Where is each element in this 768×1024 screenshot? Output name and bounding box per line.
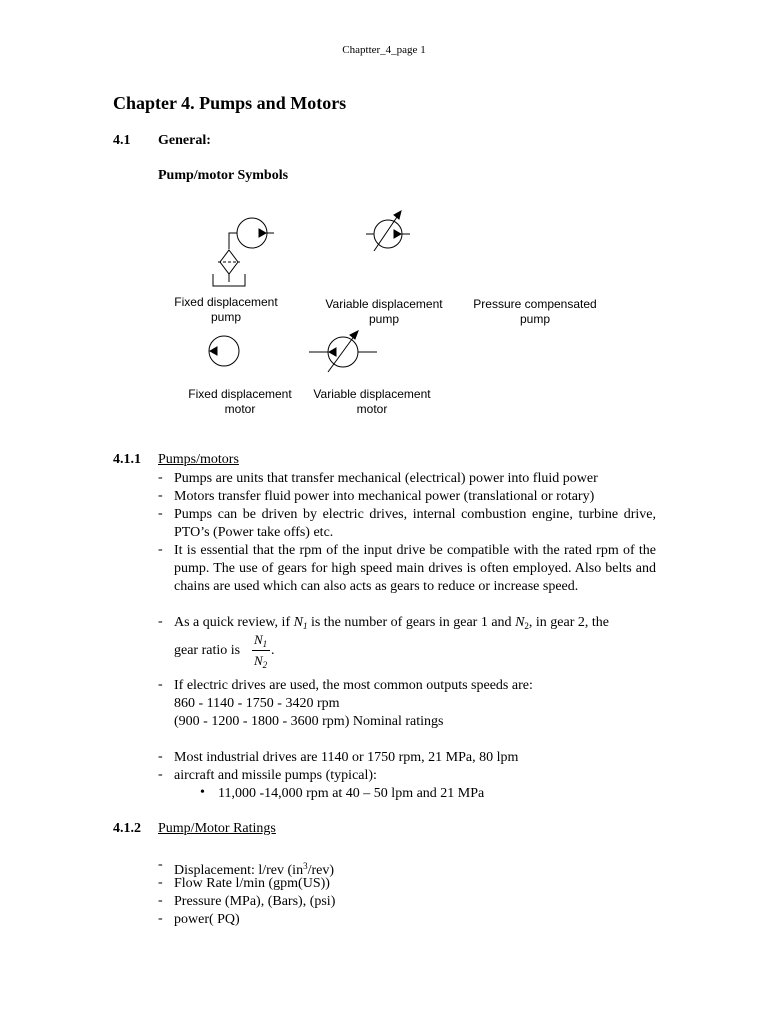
displacement-unit-end: /rev) <box>307 863 335 878</box>
section-title-4-1: General: <box>158 133 211 148</box>
variable-motor-label-line1: Variable displacement <box>313 387 431 401</box>
denominator-n: N <box>254 653 263 668</box>
list-dash: - <box>158 506 163 521</box>
fixed-pump-label-line1: Fixed displacement <box>174 295 278 309</box>
variable-pump-label-line1: Variable displacement <box>325 297 443 311</box>
list-item: If electric drives are used, the most common outputs speeds are: <box>174 678 533 693</box>
variable-motor-label <box>306 387 438 417</box>
list-item: Motors transfer fluid power into mechanical power (translational or rotary) <box>174 489 595 504</box>
n1-symbol: N <box>293 615 303 630</box>
list-dash: - <box>158 893 163 908</box>
chapter-title: Chapter 4. Pumps and Motors <box>113 93 347 113</box>
fraction-denominator <box>254 653 267 670</box>
gear-ratio-period: . <box>271 643 275 658</box>
nominal-line: (900 - 1200 - 1800 - 3600 rpm) Nominal ratings <box>174 714 444 729</box>
displacement-text: Displacement: l/rev (in <box>174 863 304 878</box>
denominator-sub: 2 <box>262 660 268 670</box>
list-item: Pumps are units that transfer mechanical (electrical) power into fluid power <box>174 471 598 486</box>
variable-pump-label <box>318 297 450 327</box>
section-title-4-1-1: Pumps/motors <box>158 452 239 467</box>
n2-symbol: N <box>515 615 525 630</box>
list-item: aircraft and missile pumps (typical): <box>174 768 377 783</box>
gear-review-prefix: As a quick review, if <box>174 615 294 630</box>
gear-ratio-text: gear ratio is <box>174 643 241 658</box>
gear-review-mid1: is the number of gears in gear 1 and <box>307 615 516 630</box>
symbols-subheading: Pump/motor Symbols <box>158 168 289 183</box>
displacement-superscript: 3 <box>303 861 308 871</box>
variable-pump-label-line2: pump <box>368 312 400 326</box>
list-dash: - <box>158 677 163 692</box>
fixed-motor-label-line2: motor <box>224 402 256 416</box>
section-title-4-1-2: Pump/Motor Ratings <box>158 821 276 836</box>
list-dash: - <box>158 767 163 782</box>
list-dash: - <box>158 911 163 926</box>
list-item: It is essential that the rpm of the input drive be compatible with the rated rpm of the pump. The use of gears for high speed main drives is often employed. Also belts and chains are used which can also acts as gears to reduce or increase speed. <box>174 543 656 594</box>
fraction-numerator <box>254 632 267 649</box>
fixed-motor-label-line1: Fixed displacement <box>188 387 292 401</box>
variable-motor-label-line2: motor <box>356 402 388 416</box>
fixed-pump-label <box>166 295 286 325</box>
section-number-4-1-1: 4.1.1 <box>113 452 141 467</box>
fixed-displacement-pump-symbol <box>213 218 274 286</box>
section-number-4-1-2: 4.1.2 <box>113 821 141 836</box>
fixed-motor-label <box>180 387 300 417</box>
pressure-comp-label-line1: Pressure compensated <box>473 297 597 311</box>
list-dash: - <box>158 542 163 557</box>
gear-review-item <box>174 614 656 635</box>
numerator-n: N <box>254 632 263 647</box>
list-dash: - <box>158 470 163 485</box>
list-dash: - <box>158 875 163 890</box>
list-dash: - <box>158 857 163 872</box>
list-item: Most industrial drives are 1140 or 1750 rpm, 21 MPa, 80 lpm <box>174 750 519 765</box>
fraction-bar <box>252 650 270 651</box>
n2-subscript: 2 <box>524 621 529 631</box>
list-item: Flow Rate l/min (gpm(US)) <box>174 876 330 891</box>
fixed-displacement-motor-symbol <box>209 336 239 366</box>
list-dash: - <box>158 488 163 503</box>
page-header: Chaptter_4_page 1 <box>342 44 426 56</box>
pressure-compensated-pump-label <box>467 297 603 327</box>
list-item: power( PQ) <box>174 912 240 927</box>
variable-displacement-pump-symbol <box>366 211 410 251</box>
aircraft-bullet-text: 11,000 -14,000 rpm at 40 – 50 lpm and 21 MPa <box>218 786 485 801</box>
speeds-line: 860 - 1140 - 1750 - 3420 rpm <box>174 696 340 711</box>
n1-subscript: 1 <box>302 621 308 631</box>
bullet-point: • <box>200 785 205 800</box>
gear-review-mid2: , in gear 2, the <box>528 615 609 630</box>
section-number-4-1: 4.1 <box>113 133 131 148</box>
list-item: Pumps can be driven by electric drives, internal combustion engine, turbine drive, PTO’s (Power take offs) etc. <box>174 507 656 540</box>
numerator-sub: 1 <box>262 639 268 649</box>
pressure-comp-label-line2: pump <box>519 312 551 326</box>
variable-displacement-motor-symbol <box>309 331 377 372</box>
list-dash: - <box>158 614 163 629</box>
fixed-pump-label-line2: pump <box>210 310 242 324</box>
list-dash: - <box>158 749 163 764</box>
list-item: Pressure (MPa), (Bars), (psi) <box>174 894 336 909</box>
